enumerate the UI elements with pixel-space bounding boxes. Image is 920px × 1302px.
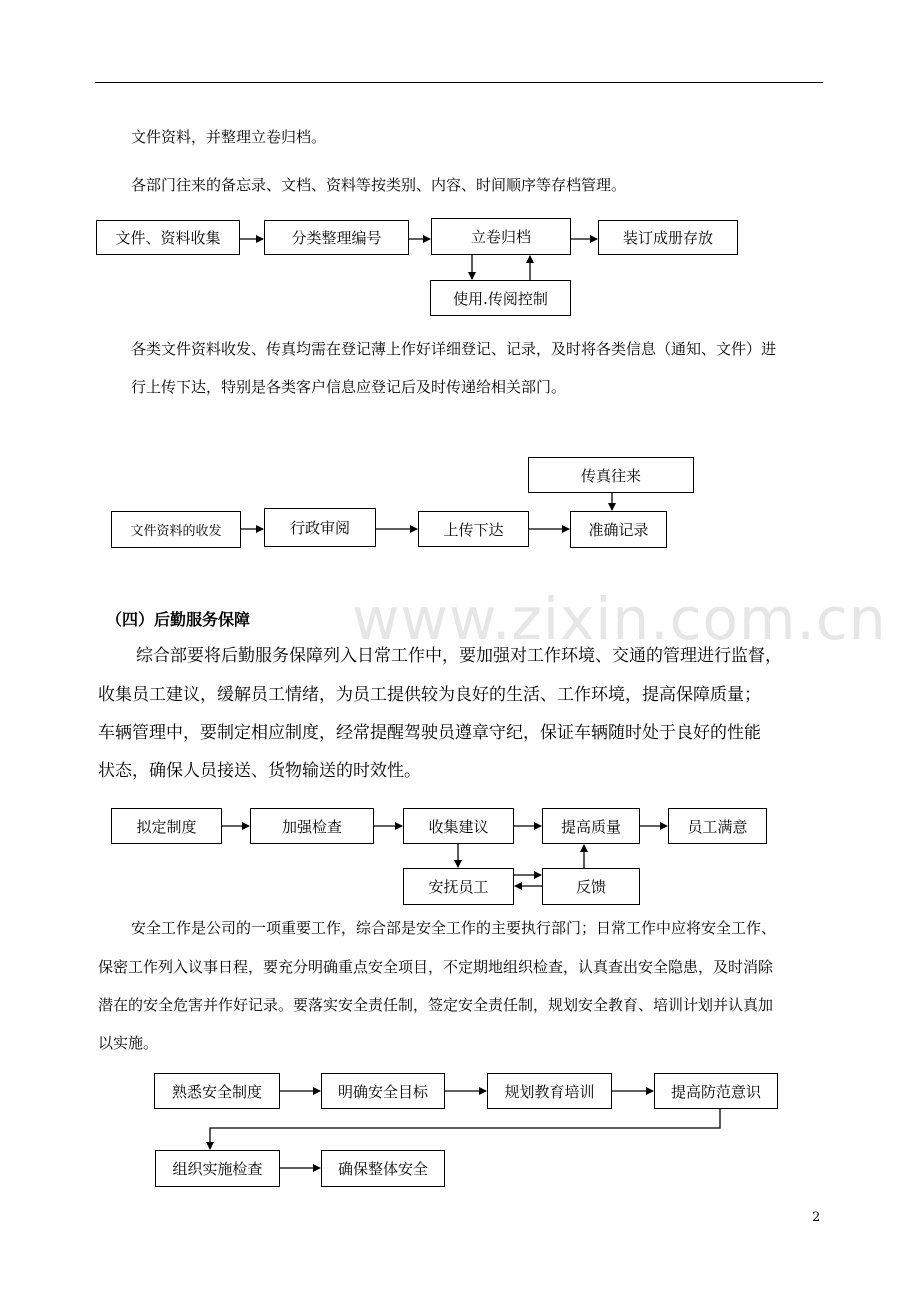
paragraph-5-line-3: 潜在的安全危害并作好记录。要落实安全责任制，签定安全责任制，规划安全教育、培训计划并认真加 (98, 996, 774, 1014)
flow4-implement: 组织实施检查 (155, 1150, 280, 1187)
flow4-ensure: 确保整体安全 (321, 1150, 445, 1187)
page-number: 2 (812, 1210, 821, 1225)
flow3-comfort: 安抚员工 (403, 868, 514, 905)
flow2-fax: 传真往来 (528, 457, 694, 493)
paragraph-4-line-4: 状态，确保人员接送、货物输送的时效性。 (98, 761, 421, 781)
paragraph-4-line-3: 车辆管理中，要制定相应制度，经常提醒驾驶员遵章守纪，保证车辆随时处于良好的性能 (98, 723, 761, 743)
paragraph-3-line-1: 各类文件资料收发、传真均需在登记薄上作好详细登记、记录，及时将各类信息（通知、文件）进 (131, 340, 777, 358)
paragraph-1: 文件资料，并整理立卷归档。 (131, 128, 327, 146)
flow1-collect: 文件、资料收集 (96, 220, 240, 255)
flow2-receive: 文件资料的收发 (111, 511, 241, 548)
paragraph-4-line-2: 收集员工建议，缓解员工情绪，为员工提供较为良好的生活、工作环境，提高保障质量； (98, 685, 761, 705)
flow4-awareness: 提高防范意识 (654, 1073, 778, 1109)
flow1-classify: 分类整理编号 (264, 220, 409, 255)
flow3-satisfied: 员工满意 (668, 808, 767, 844)
section-heading: （四）后勤服务保障 (106, 610, 251, 629)
paragraph-5-line-1: 安全工作是公司的一项重要工作，综合部是安全工作的主要执行部门；日常工作中应将安全工作、 (131, 919, 777, 937)
flow3-quality: 提高质量 (542, 808, 640, 844)
flow3-feedback: 反馈 (542, 868, 640, 905)
flow2-relay: 上传下达 (418, 511, 529, 547)
paragraph-4-line-1: 综合部要将后勤服务保障列入日常工作中，要加强对工作环境、交通的管理进行监督， (136, 646, 782, 666)
flow1-bind: 装订成册存放 (598, 220, 738, 255)
flow3-inspect: 加强检查 (250, 808, 374, 844)
flow4-plan: 规划教育培训 (487, 1073, 612, 1109)
flow4-familiar: 熟悉安全制度 (154, 1073, 280, 1109)
flow2-record: 准确记录 (570, 511, 667, 548)
flow3-suggest: 收集建议 (403, 808, 514, 844)
flow2-review: 行政审阅 (264, 508, 376, 547)
watermark: www.zixin.com.cn (352, 585, 887, 653)
paragraph-2: 各部门往来的备忘录、文档、资料等按类别、内容、时间顺序等存档管理。 (131, 176, 627, 194)
flow4-goal: 明确安全目标 (321, 1073, 445, 1109)
flow3-draft: 拟定制度 (111, 808, 222, 844)
flow1-use: 使用.传阅控制 (430, 280, 571, 316)
paragraph-5-line-4: 以实施。 (98, 1034, 159, 1052)
arrow-awareness-implement (210, 1109, 720, 1149)
paragraph-5-line-2: 保密工作列入议事日程，要充分明确重点安全项目，不定期地组织检查，认真查出安全隐患，及时消除 (98, 958, 774, 976)
flow1-archive: 立卷归档 (431, 218, 571, 255)
paragraph-3-line-2: 行上传下达，特别是各类客户信息应登记后及时传递给相关部门。 (131, 378, 567, 396)
header-rule (95, 82, 823, 83)
